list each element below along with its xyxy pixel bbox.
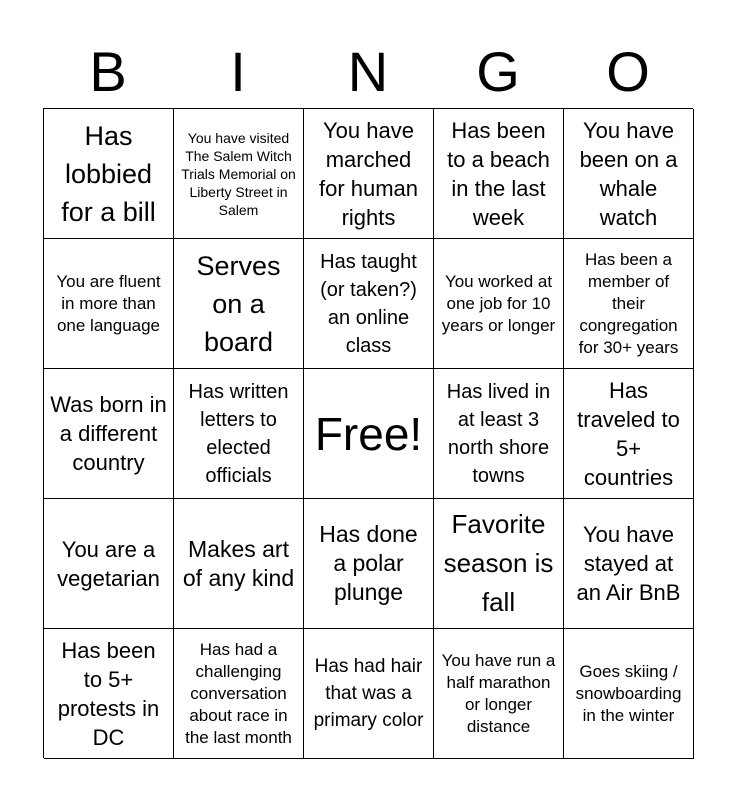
bingo-cell-r2-c4[interactable] <box>434 239 564 369</box>
header-letter-o: O <box>606 40 650 103</box>
bingo-cell-r3-c1[interactable] <box>44 369 174 499</box>
bingo-cell-text: Has been to 5+ protests in DC <box>57 637 160 750</box>
bingo-cell-text: Has lobbied for a bill <box>61 120 156 227</box>
bingo-cell-text: Was born in a different country <box>50 392 167 475</box>
bingo-cell-free[interactable] <box>304 369 434 499</box>
bingo-cell-text: Has had hair that was a primary color <box>313 656 424 731</box>
bingo-cell-text: You are a vegetarian <box>57 536 160 591</box>
bingo-cell-r3-c2[interactable] <box>174 369 304 499</box>
bingo-cell-text: You have marched for human rights <box>318 117 419 230</box>
bingo-cell-text: Favorite season is fall <box>443 509 554 617</box>
bingo-cell-r4-c3[interactable] <box>304 499 434 629</box>
bingo-cell-r5-c2[interactable] <box>174 629 304 759</box>
bingo-cell-r4-c1[interactable] <box>44 499 174 629</box>
bingo-cell-text: You have visited The Salem Witch Trials Memorial on Liberty Street in Salem <box>181 129 296 218</box>
bingo-cell-text: Makes art of any kind <box>182 535 295 591</box>
bingo-cell-r1-c4[interactable] <box>434 109 564 239</box>
bingo-cell-r2-c5[interactable] <box>564 239 694 369</box>
bingo-cell-text: Has done a polar plunge <box>319 521 418 605</box>
bingo-cell-r2-c3[interactable] <box>304 239 434 369</box>
header-letter-n: N <box>347 40 389 103</box>
header-letter-g: G <box>476 40 520 103</box>
bingo-cell-r5-c4[interactable] <box>434 629 564 759</box>
bingo-cell-text: Has been to a beach in the last week <box>447 117 550 230</box>
bingo-cell-r4-c2[interactable] <box>174 499 304 629</box>
bingo-cell-r1-c5[interactable] <box>564 109 694 239</box>
bingo-cell-r3-c4[interactable] <box>434 369 564 499</box>
bingo-cell-text: Has traveled to 5+ countries <box>577 377 680 490</box>
bingo-header <box>43 36 693 108</box>
bingo-cell-text: You worked at one job for 10 years or longer <box>441 271 556 335</box>
bingo-cell-r4-c5[interactable] <box>564 499 694 629</box>
bingo-cell-r5-c5[interactable] <box>564 629 694 759</box>
bingo-cell-r5-c3[interactable] <box>304 629 434 759</box>
bingo-cell-text: Has taught (or taken?) an online class <box>320 250 417 357</box>
bingo-cell-text: Serves on a board <box>196 250 281 357</box>
bingo-cell-r1-c3[interactable] <box>304 109 434 239</box>
free-space-text: Free! <box>314 407 423 460</box>
bingo-cell-r2-c1[interactable] <box>44 239 174 369</box>
bingo-cell-text: You have run a half marathon or longer distance <box>441 650 556 736</box>
bingo-cell-text: You are fluent in more than one language <box>56 271 161 335</box>
bingo-cell-text: You have been on a whale watch <box>579 117 678 230</box>
bingo-cell-r1-c2[interactable] <box>174 109 304 239</box>
bingo-grid <box>43 108 693 758</box>
bingo-cell-text: Has been a member of their congregation for 30+ years <box>578 249 679 357</box>
header-letter-b: B <box>89 40 127 103</box>
bingo-cell-text: Has written letters to elected officials <box>188 380 289 487</box>
header-letter-i: I <box>230 40 246 103</box>
bingo-cell-r5-c1[interactable] <box>44 629 174 759</box>
bingo-cell-r1-c1[interactable] <box>44 109 174 239</box>
bingo-cell-text: You have stayed at an Air BnB <box>576 522 681 605</box>
bingo-cell-text: Has had a challenging conversation about race in the last month <box>185 639 292 747</box>
bingo-cell-text: Has lived in at least 3 north shore towns <box>446 380 551 487</box>
bingo-cell-r3-c5[interactable] <box>564 369 694 499</box>
bingo-cell-r2-c2[interactable] <box>174 239 304 369</box>
bingo-cell-text: Goes skiing / snowboarding in the winter <box>575 661 682 725</box>
bingo-cell-r4-c4[interactable] <box>434 499 564 629</box>
